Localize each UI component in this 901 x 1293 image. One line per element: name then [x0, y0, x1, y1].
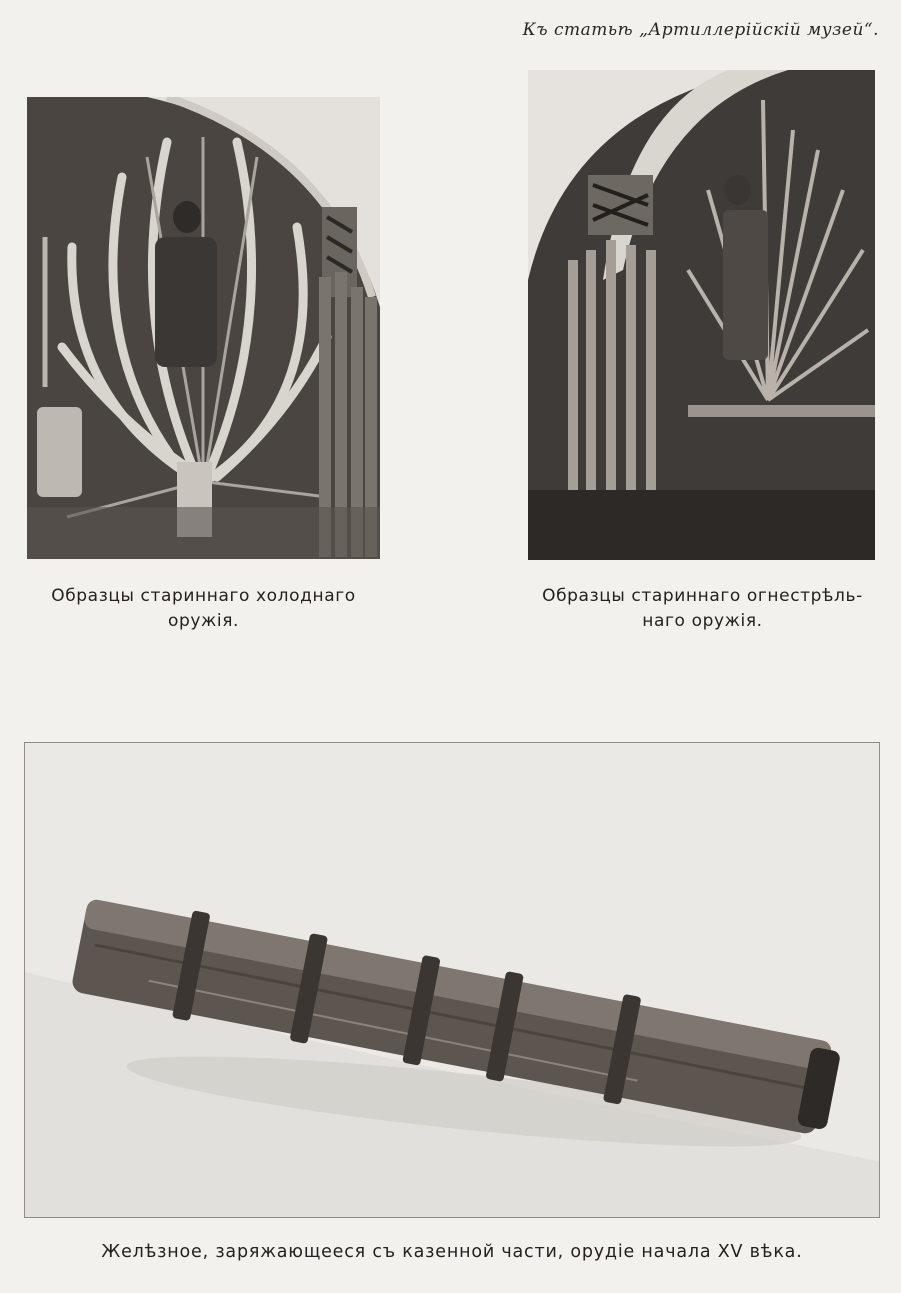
caption-firearms — [520, 584, 885, 634]
caption-cannon: Желѣзное, заряжающееся съ казенной части, орудіе начала XV вѣка. — [101, 1242, 803, 1262]
cold-weapons-photo — [27, 97, 380, 559]
caption-line: оружія. — [167, 611, 240, 631]
caption-line: Образцы стариннаго холоднаго — [51, 586, 356, 606]
caption-line: Образцы стариннаго огнестрѣль- — [542, 586, 863, 606]
cannon-photo — [24, 742, 880, 1218]
caption-cold-weapons — [27, 584, 380, 634]
firearms-photo — [528, 70, 875, 560]
page-header: Къ статьѣ „Артиллерійскій музей“. — [522, 20, 879, 40]
caption-line: наго оружія. — [642, 611, 763, 631]
